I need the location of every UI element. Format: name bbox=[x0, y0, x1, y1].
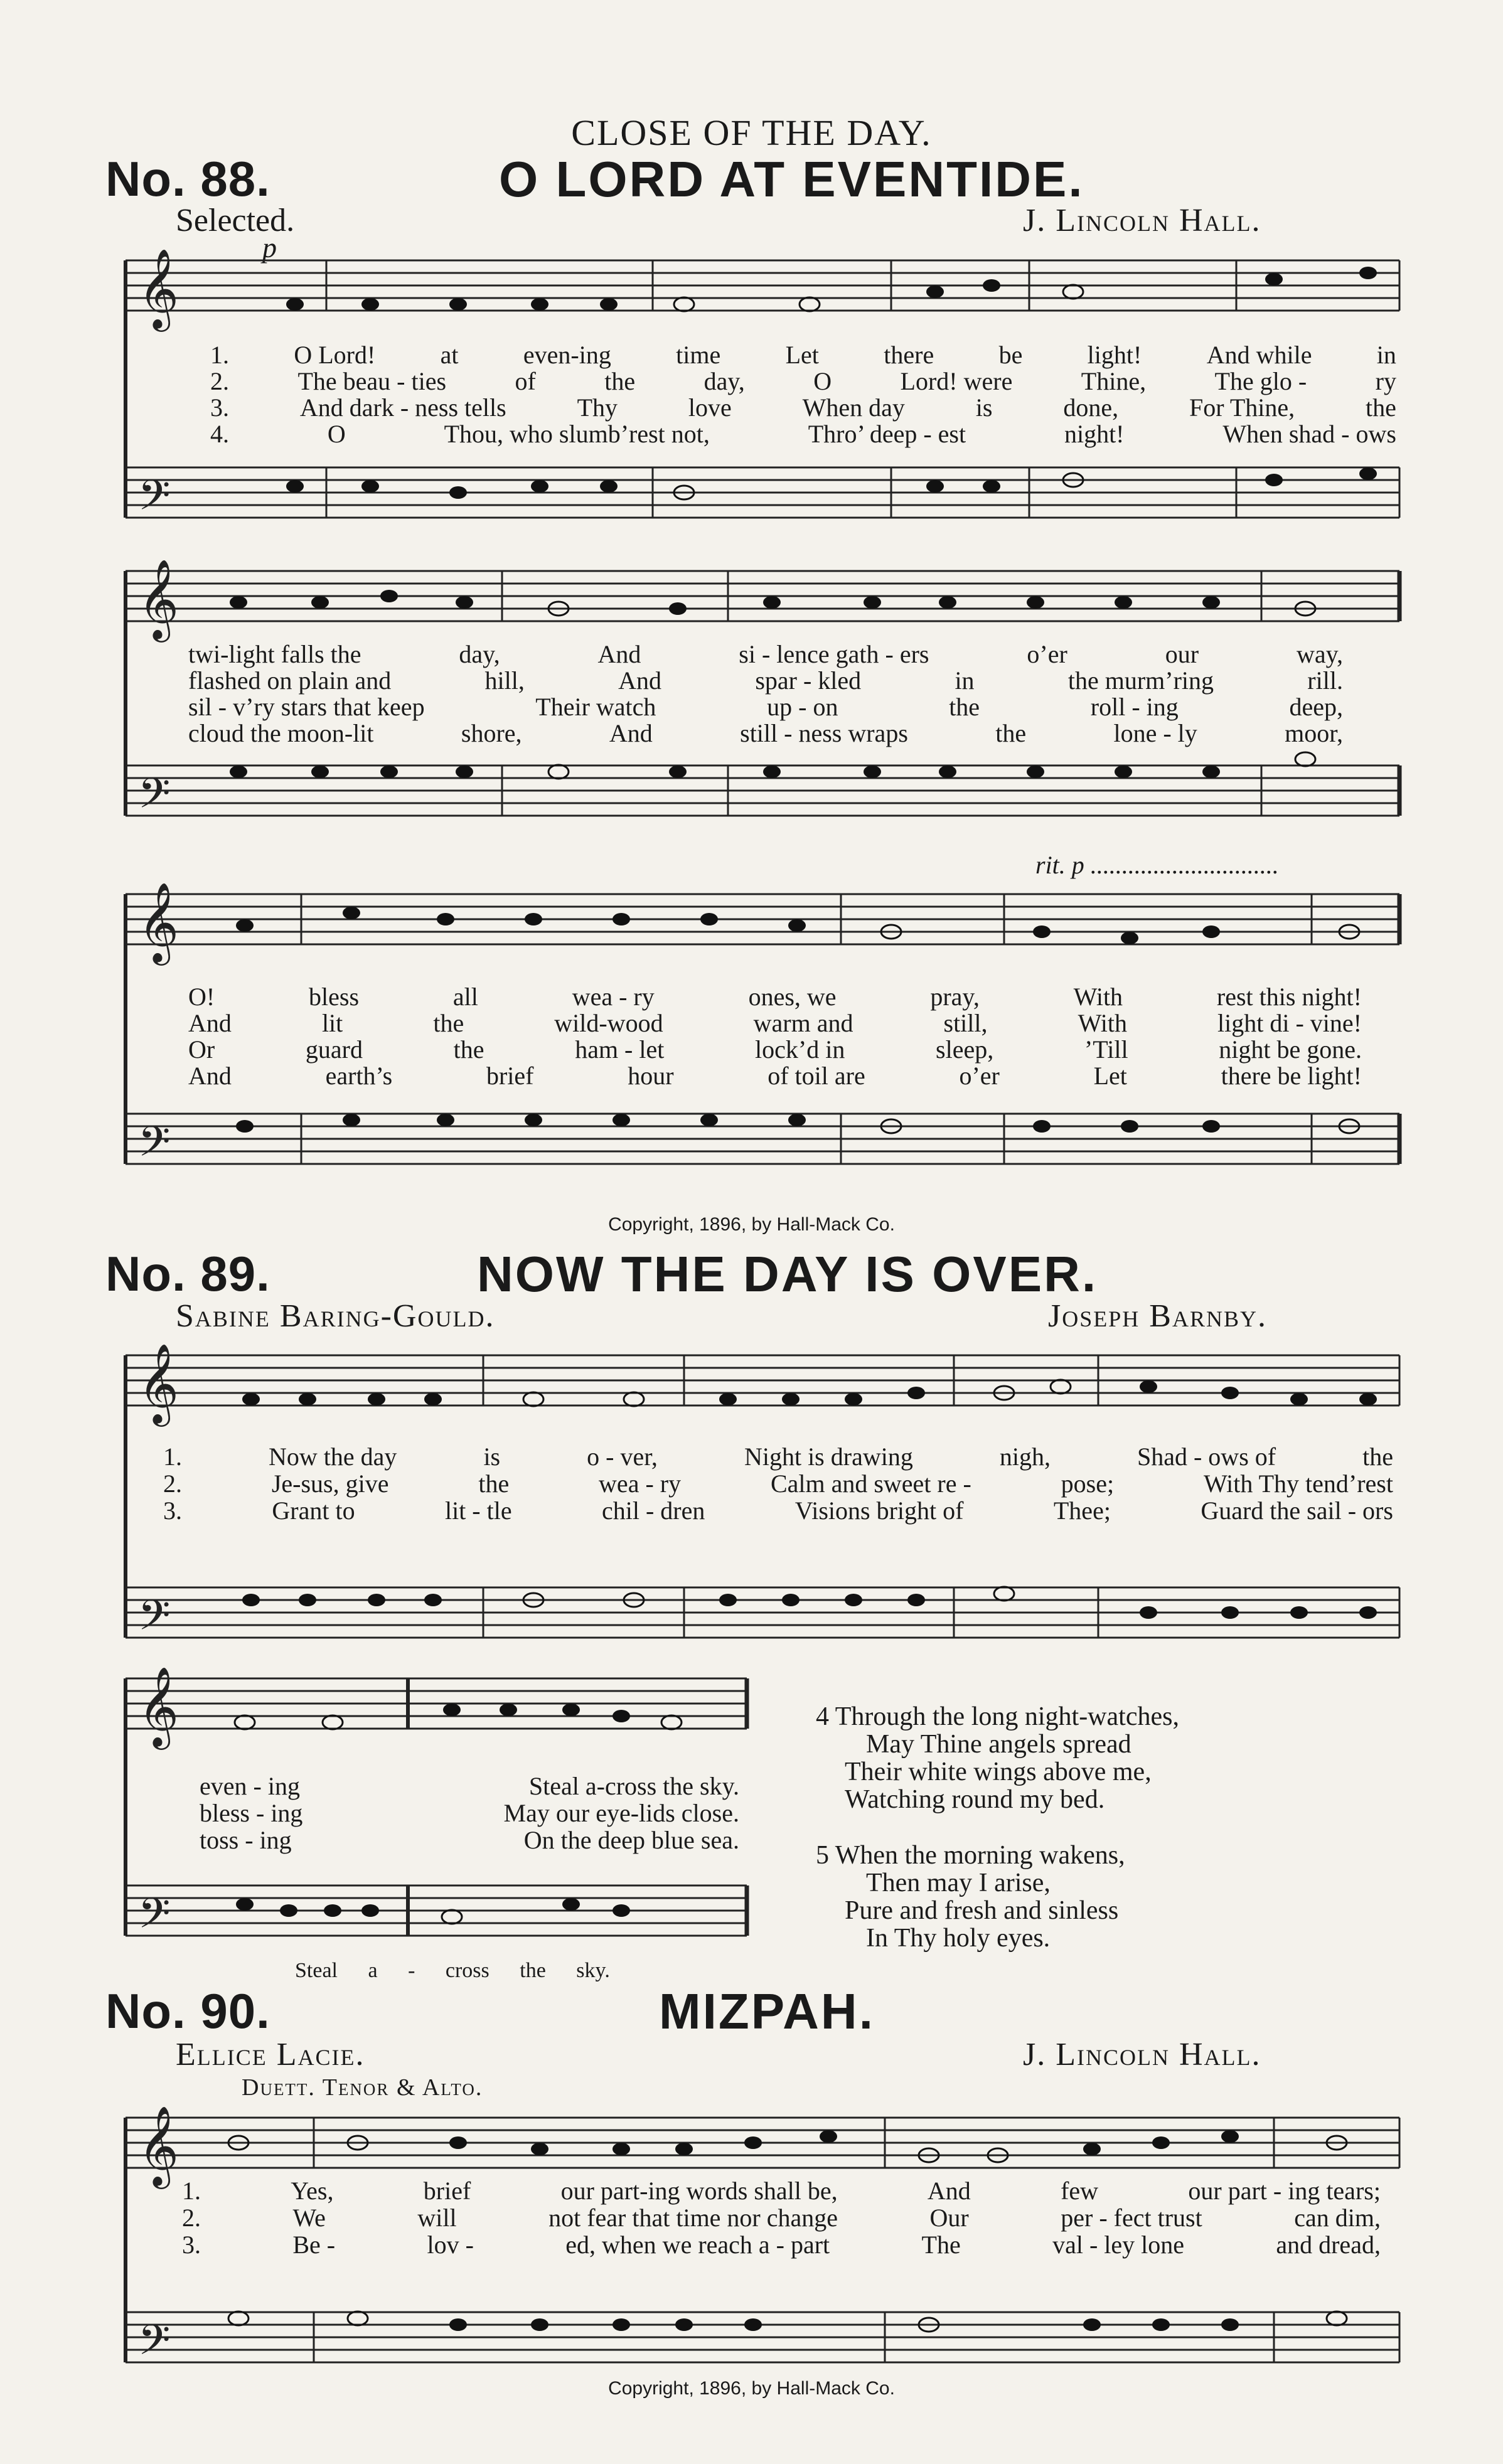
lyric-syllable: the bbox=[433, 1009, 464, 1037]
lyric-syllable: 1. bbox=[210, 341, 229, 369]
svg-text:𝄢: 𝄢 bbox=[138, 1117, 171, 1176]
lyric-line bbox=[188, 984, 1362, 1010]
lyric-line bbox=[163, 1443, 1393, 1470]
lyric-syllable: And bbox=[927, 2177, 971, 2205]
lyric-syllable: light di - vine! bbox=[1217, 1009, 1362, 1037]
lyric-syllable: the bbox=[1366, 393, 1396, 422]
lyric-line bbox=[188, 1010, 1362, 1037]
lyric-syllable: ed, when we reach a - part bbox=[565, 2231, 830, 2259]
lyric-syllable: day, bbox=[459, 640, 500, 668]
lyric-syllable: there be light! bbox=[1221, 1062, 1362, 1090]
lyric-syllable: The beau - ties bbox=[297, 367, 447, 395]
lyric-syllable: Thou, who slumb’rest not, bbox=[444, 420, 710, 448]
verse-4-line-4: Watching round my bed. bbox=[845, 1785, 1105, 1814]
hymn-89-bass-words bbox=[295, 1959, 709, 1983]
lyric-line bbox=[182, 2204, 1381, 2231]
lyric-syllable: o’er bbox=[1027, 640, 1067, 668]
verse-5-line-2: Then may I arise, bbox=[866, 1869, 1051, 1897]
hymn-90-number: No. 90. bbox=[105, 1983, 270, 2039]
svg-text:𝄞: 𝄞 bbox=[138, 2105, 179, 2185]
lyric-syllable: wea - ry bbox=[572, 983, 655, 1011]
lyric-syllable: few bbox=[1061, 2177, 1099, 2205]
hymn-89-title: NOW THE DAY IS OVER. bbox=[477, 1246, 1098, 1302]
lyric-syllable: wea - ry bbox=[599, 1469, 682, 1498]
lyric-syllable: 4. bbox=[210, 420, 229, 448]
lyric-syllable: Steal a-cross the sky. bbox=[528, 1772, 739, 1800]
lyric-syllable: the bbox=[453, 1035, 484, 1064]
lyric-line bbox=[188, 720, 1343, 747]
lyric-syllable: pray, bbox=[930, 983, 980, 1011]
hymn-90-title: MIZPAH. bbox=[659, 1983, 875, 2039]
lyric-syllable: the bbox=[995, 719, 1027, 747]
lyric-syllable: When day bbox=[802, 393, 905, 422]
lyric-syllable: Thine, bbox=[1081, 367, 1147, 395]
hymn-88-title: O LORD AT EVENTIDE. bbox=[499, 151, 1084, 207]
svg-text:𝄢: 𝄢 bbox=[138, 1591, 171, 1650]
lyric-syllable: up - on bbox=[767, 693, 838, 721]
lyric-syllable: si - lence gath - ers bbox=[739, 640, 929, 668]
lyric-syllable: lov - bbox=[427, 2231, 474, 2259]
lyric-line bbox=[188, 1063, 1362, 1089]
lyric-syllable: even-ing bbox=[523, 341, 611, 369]
lyric-syllable: Shad - ows of bbox=[1137, 1443, 1276, 1471]
lyric-syllable: sil - v’ry stars that keep bbox=[188, 693, 425, 721]
lyric-syllable: With bbox=[1073, 983, 1123, 1011]
svg-text:𝄢: 𝄢 bbox=[138, 2316, 171, 2374]
lyric-syllable: With Thy tend’rest bbox=[1203, 1469, 1393, 1498]
lyric-syllable: And bbox=[188, 1009, 232, 1037]
lyric-syllable: is bbox=[483, 1443, 501, 1471]
lyric-syllable: way, bbox=[1296, 640, 1343, 668]
lyric-syllable: day, bbox=[703, 367, 745, 395]
lyric-line bbox=[200, 1827, 739, 1853]
bass-word-line: Steal a - cross the sky. bbox=[295, 1959, 610, 1982]
lyric-syllable: the murm’ring bbox=[1067, 666, 1214, 695]
svg-text:𝄞: 𝄞 bbox=[138, 558, 179, 639]
lyric-syllable: lock’d in bbox=[755, 1035, 845, 1064]
dynamic-marking: p bbox=[262, 232, 277, 264]
lyric-syllable: twi-light falls the bbox=[188, 640, 361, 668]
lyric-syllable: And while bbox=[1206, 341, 1312, 369]
lyric-syllable: spar - kled bbox=[755, 666, 862, 695]
hymn-88-system-3-lyrics bbox=[188, 984, 1362, 1089]
hymn-89-verse-4 bbox=[816, 1703, 1179, 1813]
hymn-90-system-1-lyrics bbox=[182, 2177, 1381, 2258]
svg-text:𝄢: 𝄢 bbox=[138, 1889, 171, 1948]
lyric-line bbox=[188, 1037, 1362, 1063]
lyric-syllable: O bbox=[327, 420, 346, 448]
lyric-syllable: the bbox=[949, 693, 980, 721]
lyric-syllable: Let bbox=[1093, 1062, 1127, 1090]
lyric-line bbox=[200, 1800, 739, 1827]
hymn-89-verse-5 bbox=[816, 1842, 1125, 1952]
lyric-line bbox=[163, 1470, 1393, 1497]
hymn-90-words-credit: Ellice Lacie. bbox=[176, 2037, 365, 2072]
lyric-line bbox=[200, 1773, 739, 1800]
verse-4-line-2: May Thine angels spread bbox=[866, 1730, 1131, 1759]
lyric-syllable: shore, bbox=[461, 719, 522, 747]
lyric-syllable: hill, bbox=[484, 666, 525, 695]
lyric-syllable: Night is drawing bbox=[744, 1443, 913, 1471]
lyric-syllable: 1. bbox=[163, 1443, 182, 1471]
svg-text:𝄢: 𝄢 bbox=[138, 769, 171, 828]
lyric-syllable: And dark - ness tells bbox=[299, 393, 506, 422]
lyric-syllable: rill. bbox=[1307, 666, 1343, 695]
hymn-88-number: No. 88. bbox=[105, 151, 270, 206]
lyric-syllable: all bbox=[452, 983, 478, 1011]
lyric-syllable: rest this night! bbox=[1216, 983, 1362, 1011]
lyric-syllable: o’er bbox=[959, 1062, 1000, 1090]
copyright-notice-2: Copyright, 1896, by Hall-Mack Co. bbox=[608, 2378, 895, 2399]
lyric-syllable: 3. bbox=[163, 1496, 182, 1525]
lyric-syllable: the bbox=[604, 367, 636, 395]
lyric-syllable: in bbox=[955, 666, 975, 695]
lyric-syllable: sleep, bbox=[936, 1035, 994, 1064]
lyric-syllable: lone - ly bbox=[1113, 719, 1197, 747]
lyric-syllable: We bbox=[292, 2204, 326, 2232]
lyric-syllable: toss - ing bbox=[200, 1826, 292, 1854]
lyric-syllable: wild-wood bbox=[554, 1009, 663, 1037]
lyric-syllable: 1. bbox=[182, 2177, 201, 2205]
lyric-line bbox=[188, 641, 1343, 668]
verse-5-line-3: Pure and fresh and sinless bbox=[845, 1896, 1119, 1925]
lyric-syllable: Let bbox=[785, 341, 819, 369]
lyric-line bbox=[210, 342, 1396, 368]
lyric-syllable: Guard the sail - ors bbox=[1201, 1496, 1393, 1525]
section-heading: CLOSE OF THE DAY. bbox=[571, 112, 932, 153]
lyric-syllable: hour bbox=[628, 1062, 674, 1090]
lyric-line bbox=[188, 668, 1343, 694]
lyric-syllable: And bbox=[609, 719, 653, 747]
lyric-syllable: And bbox=[618, 666, 662, 695]
verse-5-line-4: In Thy holy eyes. bbox=[866, 1924, 1051, 1953]
lyric-syllable: pose; bbox=[1061, 1469, 1115, 1498]
lyric-syllable: Now the day bbox=[269, 1443, 397, 1471]
lyric-syllable: O! bbox=[188, 983, 215, 1011]
lyric-syllable: 3. bbox=[182, 2231, 201, 2259]
lyric-syllable: night! bbox=[1064, 420, 1125, 448]
lyric-line bbox=[210, 421, 1396, 447]
lyric-syllable: When shad - ows bbox=[1222, 420, 1396, 448]
hymn-90-voicing: Duett. Tenor & Alto. bbox=[242, 2074, 483, 2101]
hymn-89-system-1-lyrics bbox=[163, 1443, 1393, 1524]
hymn-89-music-credit: Joseph Barnby. bbox=[1048, 1298, 1267, 1334]
lyric-syllable: Calm and sweet re - bbox=[770, 1469, 971, 1498]
lyric-syllable: moor, bbox=[1285, 719, 1343, 747]
lyric-syllable: can dim, bbox=[1294, 2204, 1381, 2232]
lyric-syllable: bless bbox=[309, 983, 360, 1011]
lyric-line bbox=[163, 1497, 1393, 1524]
lyric-syllable: ham - let bbox=[575, 1035, 665, 1064]
lyric-syllable: roll - ing bbox=[1090, 693, 1179, 721]
lyric-syllable: still - ness wraps bbox=[740, 719, 908, 747]
lyric-syllable: done, bbox=[1063, 393, 1119, 422]
verse-5-line-1: 5 When the morning wakens, bbox=[816, 1841, 1125, 1870]
lyric-syllable: And bbox=[597, 640, 641, 668]
lyric-syllable: o - ver, bbox=[587, 1443, 658, 1471]
lyric-syllable: and dread, bbox=[1276, 2231, 1381, 2259]
hymn-89-system-2-lyrics bbox=[200, 1773, 739, 1853]
lyric-syllable: And bbox=[188, 1062, 232, 1090]
lyric-syllable: brief bbox=[423, 2177, 471, 2205]
lyric-syllable: chil - dren bbox=[602, 1496, 705, 1525]
hymn-88-words-credit: Selected. bbox=[176, 203, 295, 238]
lyric-syllable: Our bbox=[929, 2204, 969, 2232]
lyric-syllable: warm and bbox=[753, 1009, 853, 1037]
hymn-88-system-2-lyrics bbox=[188, 641, 1343, 747]
lyric-syllable: the bbox=[1362, 1443, 1393, 1471]
lyric-syllable: not fear that time nor change bbox=[548, 2204, 838, 2232]
hymn-88-system-1-lyrics bbox=[210, 342, 1396, 447]
hymn-88-music-credit: J. Lincoln Hall. bbox=[1023, 203, 1261, 238]
lyric-syllable: The glo - bbox=[1214, 367, 1307, 395]
lyric-syllable: our part-ing words shall be, bbox=[560, 2177, 838, 2205]
lyric-syllable: Lord! were bbox=[900, 367, 1013, 395]
lyric-line bbox=[210, 368, 1396, 395]
hymn-89-words-credit: Sabine Baring-Gould. bbox=[176, 1298, 495, 1334]
lyric-syllable: our bbox=[1165, 640, 1199, 668]
lyric-syllable: Their watch bbox=[535, 693, 656, 721]
lyric-line bbox=[182, 2231, 1381, 2258]
lyric-syllable: the bbox=[478, 1469, 510, 1498]
lyric-syllable: Visions bright of bbox=[794, 1496, 964, 1525]
lyric-syllable: earth’s bbox=[325, 1062, 393, 1090]
lyric-syllable: at bbox=[440, 341, 459, 369]
lyric-syllable: O bbox=[813, 367, 832, 395]
lyric-syllable: per - fect trust bbox=[1061, 2204, 1202, 2232]
copyright-notice-1: Copyright, 1896, by Hall-Mack Co. bbox=[608, 1214, 895, 1235]
hymn-90-music-credit: J. Lincoln Hall. bbox=[1023, 2037, 1261, 2072]
lyric-syllable: ry bbox=[1375, 367, 1396, 395]
lyric-syllable: May our eye-lids close. bbox=[503, 1799, 739, 1827]
lyric-syllable: flashed on plain and bbox=[188, 666, 392, 695]
lyric-syllable: Grant to bbox=[272, 1496, 355, 1525]
svg-text:𝄞: 𝄞 bbox=[138, 248, 179, 328]
lyric-syllable: On the deep blue sea. bbox=[523, 1826, 739, 1854]
lyric-syllable: ’Till bbox=[1084, 1035, 1128, 1064]
lyric-syllable: val - ley lone bbox=[1052, 2231, 1184, 2259]
verse-4-line-3: Their white wings above me, bbox=[845, 1757, 1152, 1786]
lyric-syllable: bless - ing bbox=[200, 1799, 303, 1827]
lyric-syllable: love bbox=[688, 393, 732, 422]
lyric-syllable: Yes, bbox=[291, 2177, 334, 2205]
lyric-syllable: ones, we bbox=[748, 983, 837, 1011]
lyric-syllable: brief bbox=[486, 1062, 534, 1090]
lyric-syllable: The bbox=[921, 2231, 961, 2259]
lyric-line bbox=[182, 2177, 1381, 2204]
lyric-syllable: cloud the moon-lit bbox=[188, 719, 374, 747]
lyric-line bbox=[188, 694, 1343, 720]
svg-text:𝄞: 𝄞 bbox=[138, 1343, 179, 1423]
lyric-syllable: is bbox=[975, 393, 993, 422]
lyric-syllable: of bbox=[515, 367, 536, 395]
lyric-syllable: 2. bbox=[163, 1469, 182, 1498]
lyric-syllable: With bbox=[1078, 1009, 1127, 1037]
lyric-syllable: Or bbox=[188, 1035, 215, 1064]
lyric-syllable: still, bbox=[943, 1009, 988, 1037]
lyric-syllable: lit - tle bbox=[444, 1496, 512, 1525]
lyric-syllable: Thee; bbox=[1053, 1496, 1111, 1525]
lyric-syllable: deep, bbox=[1289, 693, 1343, 721]
lyric-syllable: 2. bbox=[210, 367, 229, 395]
lyric-syllable: in bbox=[1376, 341, 1396, 369]
lyric-syllable: 3. bbox=[210, 393, 229, 422]
lyric-syllable: Thy bbox=[577, 393, 618, 422]
lyric-syllable: will bbox=[417, 2204, 457, 2232]
svg-text:𝄞: 𝄞 bbox=[138, 882, 179, 962]
rit-marking: rit. p .............................. bbox=[1035, 851, 1279, 879]
lyric-syllable: lit bbox=[321, 1009, 343, 1037]
lyric-syllable: Thro’ deep - est bbox=[808, 420, 966, 448]
lyric-syllable: Je-sus, give bbox=[271, 1469, 389, 1498]
lyric-line bbox=[210, 395, 1396, 421]
lyric-syllable: our part - ing tears; bbox=[1188, 2177, 1381, 2205]
lyric-syllable: nigh, bbox=[999, 1443, 1051, 1471]
lyric-syllable: light! bbox=[1087, 341, 1142, 369]
lyric-syllable: For Thine, bbox=[1189, 393, 1295, 422]
lyric-syllable: Be - bbox=[292, 2231, 336, 2259]
lyric-syllable: time bbox=[676, 341, 721, 369]
lyric-syllable: night be gone. bbox=[1219, 1035, 1362, 1064]
lyric-syllable: of toil are bbox=[768, 1062, 865, 1090]
lyric-syllable: 2. bbox=[182, 2204, 201, 2232]
hymn-89-number: No. 89. bbox=[105, 1246, 270, 1301]
lyric-syllable: O Lord! bbox=[294, 341, 376, 369]
lyric-syllable: guard bbox=[305, 1035, 363, 1064]
svg-text:𝄢: 𝄢 bbox=[138, 471, 171, 530]
lyric-syllable: be bbox=[998, 341, 1023, 369]
lyric-syllable: even - ing bbox=[200, 1772, 300, 1800]
verse-4-line-1: 4 Through the long night-watches, bbox=[816, 1702, 1179, 1731]
svg-text:𝄞: 𝄞 bbox=[138, 1666, 179, 1746]
lyric-syllable: there bbox=[884, 341, 934, 369]
